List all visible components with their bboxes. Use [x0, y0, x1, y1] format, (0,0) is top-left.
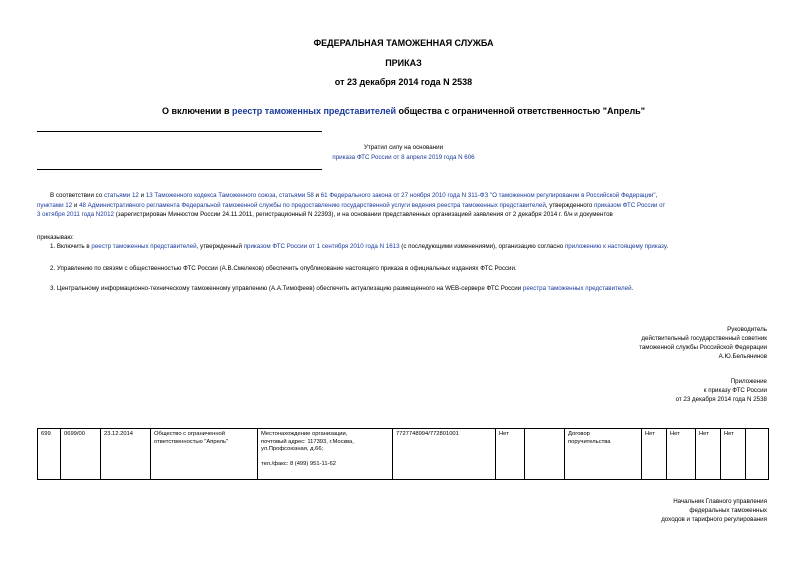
- law-link[interactable]: 3 октября 2011 года N2012: [37, 211, 115, 218]
- cell-number: 699: [38, 429, 61, 480]
- item-text: .: [631, 285, 634, 292]
- signature-line: таможенной службы Российской Федерации: [639, 344, 767, 351]
- signature-line: действительный государственный советник: [641, 335, 767, 342]
- document-heading: [0, 106, 807, 116]
- cell-inn-kpp: 7727748994/772801001: [393, 429, 496, 480]
- registry-link[interactable]: реестра таможенных представителей: [522, 285, 632, 292]
- registry-link[interactable]: реестр таможенных представителей: [91, 243, 197, 250]
- appendix-line: Приложение: [730, 378, 767, 385]
- cell-line: почтовый адрес: 117393, г.Москва,: [261, 438, 354, 445]
- signature-block: [639, 325, 767, 361]
- preamble-line-2: [37, 201, 665, 210]
- order-item-1: [50, 242, 668, 251]
- law-link[interactable]: статьями 58: [278, 192, 314, 199]
- cell-flag: Нет: [667, 429, 696, 480]
- cell-line: поручительства: [568, 438, 611, 445]
- footer-line: федеральных таможенных: [689, 507, 767, 514]
- preamble-text: и: [313, 192, 321, 199]
- law-link[interactable]: 48 Административного регламента Федеральной таможенной службы по предоставлению государственной услуги ведения реестра таможенных представителей: [79, 202, 546, 209]
- cell-guarantee: [565, 429, 642, 480]
- item-text: .: [666, 243, 669, 250]
- preamble-text: ,: [275, 192, 279, 199]
- cell-line: Договор: [568, 431, 590, 437]
- preamble-text: и: [72, 202, 80, 209]
- heading-text-post: общества с ограниченной ответственностью "Апрель": [396, 106, 645, 116]
- cell-flag: Нет: [721, 429, 746, 480]
- order-word: приказываю:: [37, 234, 74, 241]
- cell-line: ул.Профсоюзная, д.66;: [261, 446, 324, 453]
- cell-empty: [525, 429, 565, 480]
- agency-title: ФЕДЕРАЛЬНАЯ ТАМОЖЕННАЯ СЛУЖБА: [313, 38, 494, 48]
- item-text: 1. Включить в: [50, 243, 92, 250]
- preamble-text: и: [138, 192, 146, 199]
- preamble-text: ,: [655, 192, 658, 199]
- table-row: [38, 429, 769, 480]
- appendix-link[interactable]: приложению к настоящему приказу: [564, 243, 667, 250]
- document-date-number: от 23 декабря 2014 года N 2538: [334, 77, 473, 87]
- item-text: , утвержденный: [196, 243, 244, 250]
- preamble-text: (зарегистрирован Минюстом России 24.11.2011, регистрационный N 22393), и на основании представленных организацией заявления от 2 декабря 2014 г. б/н и документов: [114, 211, 613, 218]
- divider-top: [37, 131, 322, 132]
- item-text: 3. Центральному информационно-техническому таможенному управлению (А.А.Тимофеев) обеспечить актуализацию размещенного на WEB-сервере ФТС России: [50, 285, 523, 292]
- expired-order-link[interactable]: приказа ФТС России от 8 апреля 2019 года N 606: [332, 154, 475, 161]
- cell-line: ответственностью "Апрель": [154, 438, 229, 445]
- appendix-line: от 23 декабря 2014 года N 2538: [675, 396, 767, 403]
- preamble-text: В соответствии со: [50, 192, 104, 199]
- cell-flag: Нет: [696, 429, 721, 480]
- preamble-line-1: [50, 191, 657, 200]
- signature-line: Руководитель: [727, 326, 767, 333]
- preamble-line-3: [37, 210, 613, 219]
- cell-reg-number: 0699/00: [61, 429, 101, 480]
- signature-name: А.Ю.Бельянинов: [718, 353, 767, 360]
- law-link[interactable]: 13 Таможенного кодекса Таможенного союза: [145, 192, 276, 199]
- item-text: (с последующими изменениями), организацию согласно: [399, 243, 565, 250]
- cell-line: тел./факс: 8 (499) 951-11-62: [261, 460, 336, 467]
- cell-organization: [151, 429, 258, 480]
- footer-line: Начальник Главного управления: [673, 498, 767, 505]
- order-item-2: 2. Управлению по связям с общественностью ФТС России (А.В.Смелеков) обеспечить опубликование настоящего приказа в официальных изданиях ФТС России.: [50, 265, 517, 272]
- cell-empty: [746, 429, 769, 480]
- law-link[interactable]: пунктами 12: [37, 202, 73, 209]
- law-link[interactable]: 61 Федерального закона от 27 ноября 2010 года N 311-ФЗ "О таможенном регулировании в Российской Федерации": [320, 192, 656, 199]
- cell-flag: Нет: [642, 429, 667, 480]
- cell-address: [258, 429, 393, 480]
- cell-line: Местонахождение организации,: [261, 431, 348, 437]
- law-link[interactable]: приказом ФТС России от: [594, 202, 666, 209]
- order-item-3: [50, 284, 633, 293]
- law-link[interactable]: статьями 12: [103, 192, 139, 199]
- order-link[interactable]: приказом ФТС России от 1 сентября 2010 года N 1613: [243, 243, 400, 250]
- registry-table: [37, 428, 769, 480]
- divider-bottom: [37, 169, 322, 170]
- footer-block: [661, 497, 767, 524]
- preamble-text: , утвержденного: [545, 202, 594, 209]
- cell-line: Общество с ограниченной: [154, 431, 226, 437]
- cell-date: 23.12.2014: [101, 429, 151, 480]
- appendix-block: [676, 377, 767, 404]
- appendix-line: к приказу ФТС России: [703, 387, 767, 394]
- heading-text-pre: О включении в: [162, 106, 232, 116]
- document-type: ПРИКАЗ: [385, 58, 422, 68]
- expired-note: Утратил силу на основании: [363, 144, 444, 151]
- cell-spacer: [261, 454, 389, 461]
- registry-link-heading[interactable]: реестр таможенных представителей: [232, 106, 397, 116]
- cell-flag: Нет: [496, 429, 525, 480]
- footer-line: доходов и тарифного регулирования: [661, 516, 767, 523]
